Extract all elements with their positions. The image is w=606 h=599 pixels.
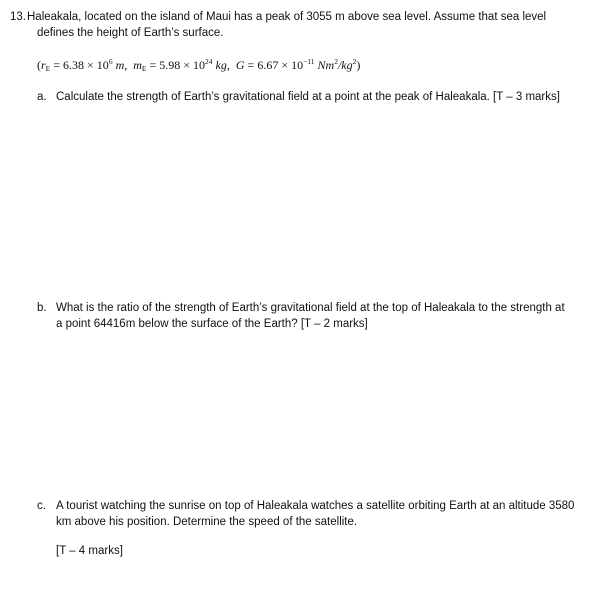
part-c-label: c. bbox=[37, 500, 46, 512]
earth-mass-symbol: m bbox=[133, 58, 142, 72]
part-b-text-line2: a point 64416m below the surface of the Earth? [T – 2 marks] bbox=[56, 318, 368, 330]
gravitational-constant-unit-exp1: 2 bbox=[334, 57, 338, 66]
question-intro-line1: Haleakala, located on the island of Maui has a peak of 3055 m above sea level. Assume that sea level bbox=[27, 11, 547, 23]
part-a-text: Calculate the strength of Earth’s gravitational field at a point at the peak of Haleakala. [T – 3 marks] bbox=[56, 91, 560, 103]
earth-radius-unit: m, bbox=[112, 58, 128, 72]
earth-mass-exponent: 24 bbox=[205, 57, 213, 66]
part-a-label: a. bbox=[37, 91, 47, 103]
gravitational-constant-value: = 6.67 × 10 bbox=[244, 58, 304, 72]
gravitational-constant-unit-b: /kg bbox=[337, 58, 353, 72]
earth-radius-value: = 6.38 × 10 bbox=[50, 58, 109, 72]
question-number: 13. bbox=[10, 11, 26, 23]
part-c-text-line1: A tourist watching the sunrise on top of Haleakala watches a satellite orbiting Earth at an altitude 3580 bbox=[56, 500, 575, 512]
earth-radius-subscript: E bbox=[45, 64, 51, 73]
gravitational-constant-unit-exp2: 2 bbox=[352, 57, 357, 66]
part-b-text-line1: What is the ratio of the strength of Earth’s gravitational field at the top of Haleakala to the strength at bbox=[56, 302, 565, 314]
earth-radius-symbol: r bbox=[41, 58, 46, 72]
gravitational-constant-unit-a: Nm bbox=[314, 58, 335, 72]
earth-mass-subscript: E bbox=[141, 64, 147, 73]
earth-radius-exponent: 6 bbox=[108, 57, 113, 66]
earth-mass-value: = 5.98 × 10 bbox=[146, 58, 206, 72]
earth-mass-unit: kg, bbox=[212, 58, 230, 72]
gravitational-constant-exponent: −11 bbox=[303, 57, 315, 66]
constants-line bbox=[37, 58, 360, 72]
part-b-label: b. bbox=[37, 302, 47, 314]
gravitational-constant-symbol: G bbox=[235, 58, 245, 72]
part-c-text-line2: km above his position. Determine the speed of the satellite. bbox=[56, 516, 358, 528]
constants-open-paren: ( bbox=[37, 58, 41, 72]
question-intro-line2: defines the height of Earth’s surface. bbox=[37, 27, 224, 39]
constants-close-paren: ) bbox=[356, 58, 361, 72]
part-c-marks: [T – 4 marks] bbox=[56, 545, 123, 557]
